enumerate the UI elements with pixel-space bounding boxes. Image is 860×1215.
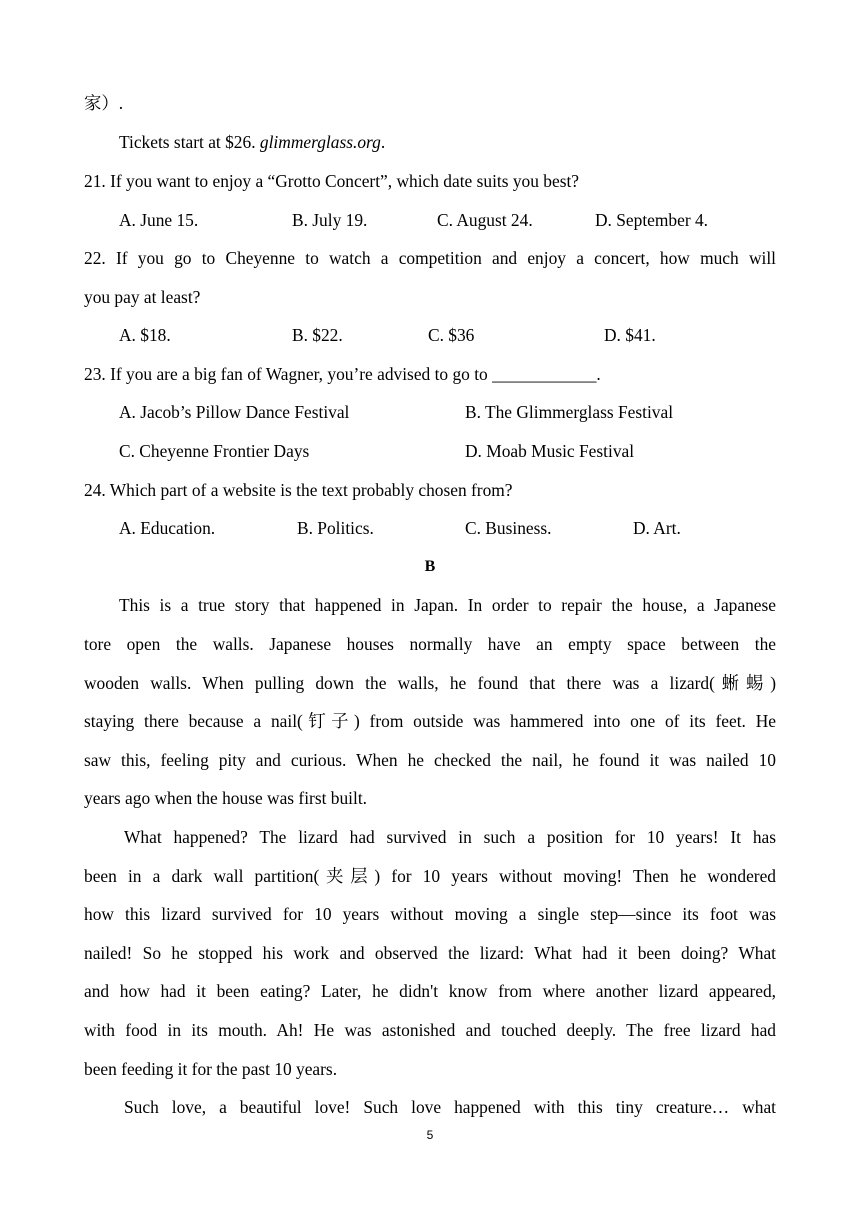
q24-option-c: C. Business. (465, 518, 552, 538)
passage-line: been feeding it for the past 10 years. (84, 1059, 338, 1079)
q23-option-b: B. The Glimmerglass Festival (465, 402, 674, 422)
passage-line: What happened? The lizard had survived in such a position for 10 years! It has (124, 827, 776, 847)
passage-line: been in a dark wall partition(夹层) for 10 years without moving! Then he wondered (84, 866, 776, 886)
passage-line: with food in its mouth. Ah! He was astonished and touched deeply. The free lizard had (84, 1020, 776, 1040)
top-fragment: 家）. (84, 93, 124, 113)
q22-option-c: C. $36 (428, 325, 475, 345)
q24-option-b: B. Politics. (297, 518, 374, 538)
question-22-line-1: 22. If you go to Cheyenne to watch a competition and enjoy a concert, how much will (84, 248, 776, 268)
section-b-heading: B (424, 558, 436, 575)
q21-option-d: D. September 4. (595, 210, 709, 230)
q21-option-c: C. August 24. (437, 210, 533, 230)
passage-line: how this lizard survived for 10 years without moving a single step—since its foot was (84, 904, 776, 924)
q21-option-b: B. July 19. (292, 210, 368, 230)
passage-line: Such love, a beautiful love! Such love happened with this tiny creature… what (124, 1097, 776, 1117)
tickets-line (119, 131, 776, 153)
passage-line: and how had it been eating? Later, he didn't know from where another lizard appeared, (84, 981, 776, 1001)
q22-option-a: A. $18. (119, 325, 171, 345)
question-23: 23. If you are a big fan of Wagner, you’re advised to go to ____________. (84, 364, 601, 384)
passage-line: years ago when the house was first built. (84, 788, 368, 808)
q23-option-a: A. Jacob’s Pillow Dance Festival (119, 402, 350, 422)
q23-option-d: D. Moab Music Festival (465, 441, 635, 461)
question-21: 21. If you want to enjoy a “Grotto Concert”, which date suits you best? (84, 171, 580, 191)
q23-option-c: C. Cheyenne Frontier Days (119, 441, 310, 461)
passage-line: nailed! So he stopped his work and observed the lizard: What had it been doing? What (84, 943, 776, 963)
passage-line: tore open the walls. Japanese houses normally have an empty space between the (84, 634, 776, 654)
q24-option-d: D. Art. (633, 518, 681, 538)
website-link-text: glimmerglass.org (259, 132, 381, 152)
q22-option-d: D. $41. (604, 325, 656, 345)
question-24: 24. Which part of a website is the text probably chosen from? (84, 480, 513, 500)
tickets-text: Tickets start at $26. (119, 132, 260, 152)
passage-line: wooden walls. When pulling down the walls, he found that there was a lizard(蜥蜴) (84, 673, 776, 693)
passage-line: This is a true story that happened in Japan. In order to repair the house, a Japanese (119, 595, 776, 615)
question-22-line-2: you pay at least? (84, 287, 201, 307)
q22-option-b: B. $22. (292, 325, 343, 345)
tickets-period: . (380, 132, 386, 152)
passage-line: staying there because a nail(钉子) from outside was hammered into one of its feet. He (84, 711, 776, 731)
q21-option-a: A. June 15. (119, 210, 199, 230)
page-number: 5 (426, 1128, 434, 1142)
passage-line: saw this, feeling pity and curious. When he checked the nail, he found it was nailed 10 (84, 750, 776, 770)
q24-option-a: A. Education. (119, 518, 216, 538)
